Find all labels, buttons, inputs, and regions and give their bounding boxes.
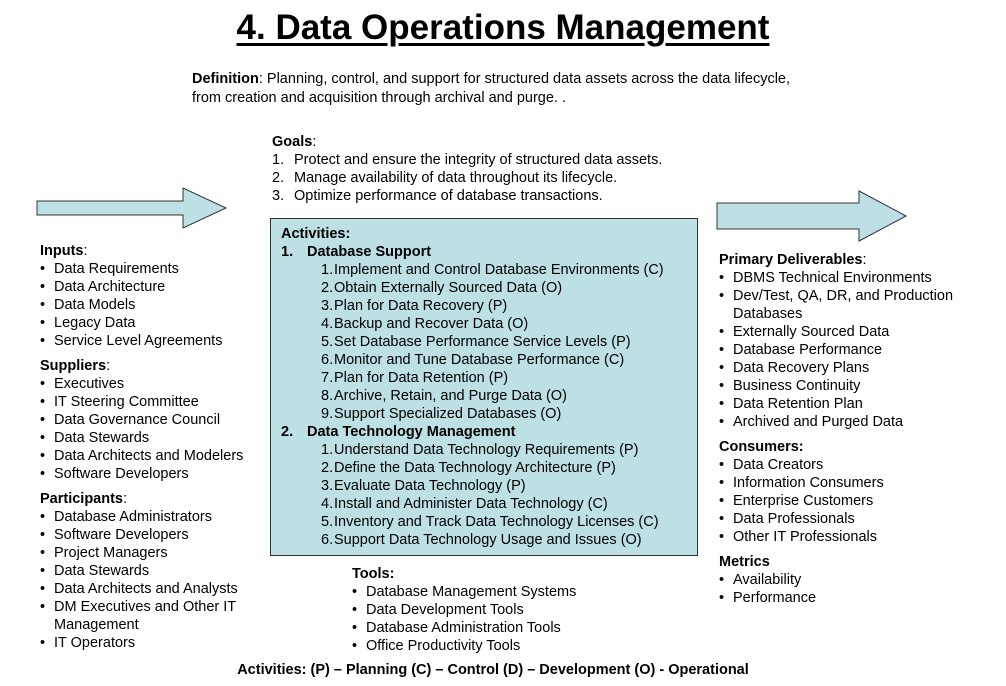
- activity-item-text: Install and Administer Data Technology (C): [334, 496, 608, 512]
- consumer-item: • Information Consumers: [719, 474, 989, 492]
- activity-item: [281, 333, 687, 351]
- activity-section-label: Data Technology Management: [307, 424, 516, 440]
- metrics-list: [719, 571, 989, 607]
- activity-item: [281, 387, 687, 405]
- activity-item: [281, 531, 687, 549]
- activity-item-text: Understand Data Technology Requirements (P): [334, 442, 639, 458]
- suppliers-list: [40, 375, 265, 483]
- goal-item: [272, 187, 662, 205]
- left-column: Inputs: • Data Requirements • Data Architecture • Data Models • Legacy Data • Service Level Agreements Suppliers: • Executives • IT Steering Committee • Data Governance Council • Data Stewards • Data Architects and Modelers • Software Developers Participants: • Database Administrators • Software Developers • Project Managers • Data Stewards • Data Architects and Analysts • DM Executives and Other IT Management • IT Operators: [40, 242, 265, 652]
- participants-label: Participants: [40, 491, 123, 507]
- inputs-label: Inputs: [40, 243, 84, 259]
- activity-item-text: Define the Data Technology Architecture (P): [334, 460, 616, 476]
- deliverable-item: • Dev/Test, QA, DR, and Production Databases: [719, 287, 989, 323]
- goal-text: Manage availability of data throughout its lifecycle.: [294, 170, 618, 186]
- activity-item: [281, 495, 687, 513]
- activity-item: [281, 513, 687, 531]
- consumers-list: [719, 456, 989, 546]
- supplier-item: • IT Steering Committee: [40, 393, 265, 411]
- activity-item-number: 3.: [321, 298, 334, 314]
- participant-item: • Data Stewards: [40, 562, 265, 580]
- goal-text: Protect and ensure the integrity of structured data assets.: [294, 152, 663, 168]
- activity-item-number: 1.: [321, 442, 334, 458]
- activity-item: [281, 261, 687, 279]
- activity-item-text: Obtain Externally Sourced Data (O): [334, 280, 563, 296]
- tool-item: • Office Productivity Tools: [352, 637, 612, 655]
- metric-item: • Performance: [719, 589, 989, 607]
- participant-item: • Database Administrators: [40, 508, 265, 526]
- deliverable-item: • Data Recovery Plans: [719, 359, 989, 377]
- supplier-item: • Software Developers: [40, 465, 265, 483]
- inputs-list: [40, 260, 265, 350]
- goal-number: 1.: [272, 152, 285, 168]
- participant-item: • IT Operators: [40, 634, 265, 652]
- activity-item-text: Implement and Control Database Environments (C): [334, 262, 664, 278]
- activity-item-text: Archive, Retain, and Purge Data (O): [334, 388, 567, 404]
- activity-item-text: Inventory and Track Data Technology Licenses (C): [334, 514, 659, 530]
- right-column: Primary Deliverables: • DBMS Technical Environments • Dev/Test, QA, DR, and Production Databases • Externally Sourced Data • Database Performance • Data Recovery Plans • Business Continuity • Data Retention Plan • Archived and Purged Data Consumers: • Data Creators • Information Consumers • Enterprise Customers • Data Professionals • Other IT Professionals Metrics • Availability • Performance: [719, 251, 989, 607]
- participant-item: • DM Executives and Other IT Management: [40, 598, 265, 634]
- activity-section-number: 1.: [281, 244, 294, 260]
- definition-label: Definition: [192, 71, 259, 87]
- activity-item-text: Evaluate Data Technology (P): [334, 478, 526, 494]
- activity-item-number: 6.: [321, 352, 334, 368]
- activity-item-number: 1.: [321, 262, 334, 278]
- activity-section-number: 2.: [281, 424, 294, 440]
- metric-item: • Availability: [719, 571, 989, 589]
- activity-item-text: Plan for Data Recovery (P): [334, 298, 508, 314]
- consumer-item: • Data Professionals: [719, 510, 989, 528]
- goal-text: Optimize performance of database transactions.: [294, 188, 603, 204]
- activity-item: [281, 315, 687, 333]
- activity-item: [281, 441, 687, 459]
- deliverable-item: • DBMS Technical Environments: [719, 269, 989, 287]
- activity-item-text: Backup and Recover Data (O): [334, 316, 529, 332]
- activity-item: [281, 369, 687, 387]
- deliverable-item: • Business Continuity: [719, 377, 989, 395]
- activity-item-number: 2.: [321, 460, 334, 476]
- activity-item-text: Monitor and Tune Database Performance (C): [334, 352, 625, 368]
- activity-section-label: Database Support: [307, 244, 432, 260]
- metrics-label: Metrics: [719, 554, 770, 570]
- input-item: • Service Level Agreements: [40, 332, 265, 350]
- activity-item-number: 6.: [321, 532, 334, 548]
- deliverables-list: [719, 269, 989, 431]
- page-title: 4. Data Operations Management: [236, 8, 770, 47]
- activity-item: [281, 279, 687, 297]
- goal-number: 2.: [272, 170, 285, 186]
- definition-text: : Planning, control, and support for structured data assets across the data lifecycle,: [258, 71, 791, 87]
- activity-item-number: 3.: [321, 478, 334, 494]
- consumer-item: • Other IT Professionals: [719, 528, 989, 546]
- activity-item-text: Set Database Performance Service Levels (P): [334, 334, 631, 350]
- input-item: • Data Requirements: [40, 260, 265, 278]
- goal-number: 3.: [272, 188, 285, 204]
- activity-item-text: Support Data Technology Usage and Issues (O): [334, 532, 642, 548]
- tool-item: • Database Management Systems: [352, 583, 612, 601]
- deliverable-item: • Archived and Purged Data: [719, 413, 989, 431]
- consumers-label: Consumers:: [719, 439, 804, 455]
- participant-item: • Software Developers: [40, 526, 265, 544]
- activity-item: [281, 477, 687, 495]
- tools: [352, 565, 612, 655]
- participants-list: [40, 508, 265, 652]
- activity-item-number: 7.: [321, 370, 334, 386]
- suppliers-label: Suppliers: [40, 358, 107, 374]
- activity-item-number: 4.: [321, 496, 334, 512]
- tool-item: • Database Administration Tools: [352, 619, 612, 637]
- activities-box: [270, 218, 698, 556]
- deliverable-item: • Data Retention Plan: [719, 395, 989, 413]
- goal-item: [272, 169, 662, 187]
- activities-label: Activities:: [281, 226, 351, 242]
- goals-label: Goals: [272, 134, 313, 150]
- activity-item: [281, 405, 687, 423]
- supplier-item: • Executives: [40, 375, 265, 393]
- definition: [192, 70, 892, 108]
- input-item: • Data Models: [40, 296, 265, 314]
- activity-item-text: Support Specialized Databases (O): [334, 406, 562, 422]
- goals-list: [272, 151, 662, 205]
- tool-item: • Data Development Tools: [352, 601, 612, 619]
- deliverable-item: • Externally Sourced Data: [719, 323, 989, 341]
- activity-section-title: [281, 423, 687, 441]
- activity-item-text: Plan for Data Retention (P): [334, 370, 509, 386]
- output-arrow-icon: [716, 190, 908, 242]
- tools-list: [352, 583, 612, 655]
- deliverables-label: Primary Deliverables: [719, 252, 863, 268]
- activities-legend: Activities: (P) – Planning (C) – Control (D) – Development (O) - Operational: [237, 662, 749, 678]
- consumer-item: • Enterprise Customers: [719, 492, 989, 510]
- participant-item: • Project Managers: [40, 544, 265, 562]
- activity-item-number: 5.: [321, 334, 334, 350]
- activity-item-number: 5.: [321, 514, 334, 530]
- definition-text-2: from creation and acquisition through archival and purge. .: [192, 90, 566, 106]
- activities-sections: [281, 243, 687, 549]
- supplier-item: • Data Governance Council: [40, 411, 265, 429]
- activity-item-number: 2.: [321, 280, 334, 296]
- activity-item-number: 9.: [321, 406, 334, 422]
- activity-item: [281, 297, 687, 315]
- input-item: • Legacy Data: [40, 314, 265, 332]
- activity-item-number: 4.: [321, 316, 334, 332]
- goal-item: [272, 151, 662, 169]
- input-arrow-icon: [36, 187, 228, 229]
- consumer-item: • Data Creators: [719, 456, 989, 474]
- supplier-item: • Data Stewards: [40, 429, 265, 447]
- goals: Goals: 1. Protect and ensure the integrity of structured data assets. 2. Manage availability of data throughout its lifecycle. 3. Optimize performance of database transactions.: [272, 134, 663, 204]
- activity-item: [281, 351, 687, 369]
- input-item: • Data Architecture: [40, 278, 265, 296]
- tools-label: Tools:: [352, 566, 395, 582]
- participant-item: • Data Architects and Analysts: [40, 580, 265, 598]
- deliverable-item: • Database Performance: [719, 341, 989, 359]
- supplier-item: • Data Architects and Modelers: [40, 447, 265, 465]
- activity-section-title: [281, 243, 687, 261]
- activity-item: [281, 459, 687, 477]
- activity-item-number: 8.: [321, 388, 334, 404]
